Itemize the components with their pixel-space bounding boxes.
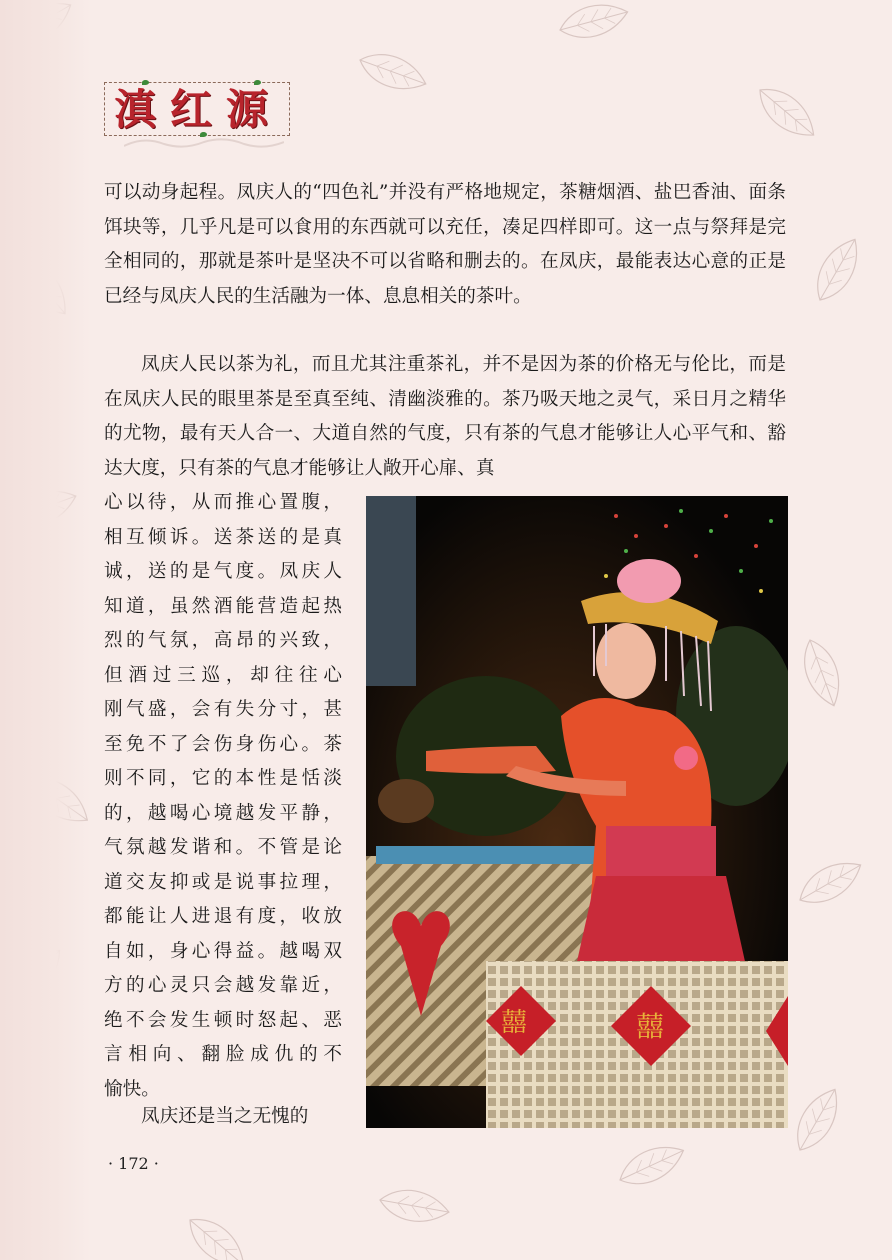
photo-xi-glyph: 囍	[636, 1010, 665, 1043]
book-logo	[104, 78, 296, 144]
text-line: 刚气盛，会有失分寸，甚	[104, 699, 342, 720]
text-line: 至免不了会伤身伤心。茶	[104, 733, 342, 755]
text-line: 都能让人进退有度，收放	[104, 906, 342, 927]
text-line: 诚，送的是气度。凤庆人	[104, 561, 342, 582]
text-line: 的，越喝心境越发平静，	[104, 802, 342, 824]
cloud-ornament-icon	[124, 136, 284, 150]
text-line: 但酒过三巡，却往往心	[104, 664, 342, 686]
text-line: 言相向、翻脸成仇的不	[104, 1044, 342, 1065]
photo-illustration	[366, 496, 788, 1128]
page-number: · 172 ·	[108, 1154, 159, 1173]
text-line: 相互倾诉。送茶送的是真	[104, 526, 342, 548]
body-paragraph-3	[104, 1100, 342, 1135]
text-line: 气氛越发谐和。不管是论	[104, 837, 342, 858]
text-line: 知道，虽然酒能营造起热	[104, 595, 342, 617]
text-line: 愉快。	[104, 1078, 160, 1100]
text-line: 道交友抑或是说事拉理，	[104, 871, 342, 893]
torn-paper-edge	[0, 0, 92, 1260]
text-line: 绝不会发生顿时怒起、恶	[104, 1009, 342, 1031]
body-paragraph-2-continued	[104, 486, 342, 1107]
paragraph-3-text: 凤庆还是当之无愧的	[141, 1106, 309, 1127]
tea-ceremony-photo	[366, 496, 788, 1128]
text-line: 烈的气氛，高昂的兴致，	[104, 630, 342, 651]
body-paragraph-1: 可以动身起程。凤庆人的“四色礼”并没有严格地规定，茶糖烟酒、盐巴香油、面条饵块等，几乎凡是可以食用的东西就可以充任，凑足四样即可。这一点与祭拜是完全相同的，那就是茶叶是坚决不可以省略和删去的。在凤庆，最能表达心意的正是已经与凤庆人民的生活融为一体、息息相关的茶叶。	[104, 182, 786, 307]
text-line: 心以待，从而推心置腹，	[104, 492, 342, 513]
text-line: 自如，身心得益。越喝双	[104, 940, 342, 962]
body-paragraph-2: 凤庆人民以茶为礼，而且尤其注重茶礼，并不是因为茶的价格无与伦比，而是在凤庆人民的眼里茶是至真至纯、清幽淡雅的。茶乃吸天地之灵气，采日月之精华的尤物，最有天人合一、大道自然的气度，只有茶的气息才能够让人心平气和、豁达大度，只有茶的气息才能够让人敞开心扉、真	[104, 354, 786, 479]
text-line: 则不同，它的本性是恬淡	[104, 768, 342, 789]
photo-xi-glyph: 囍	[501, 1008, 528, 1038]
text-line: 方的心灵只会越发靠近，	[104, 975, 342, 996]
logo-title: 滇红源	[114, 85, 283, 134]
